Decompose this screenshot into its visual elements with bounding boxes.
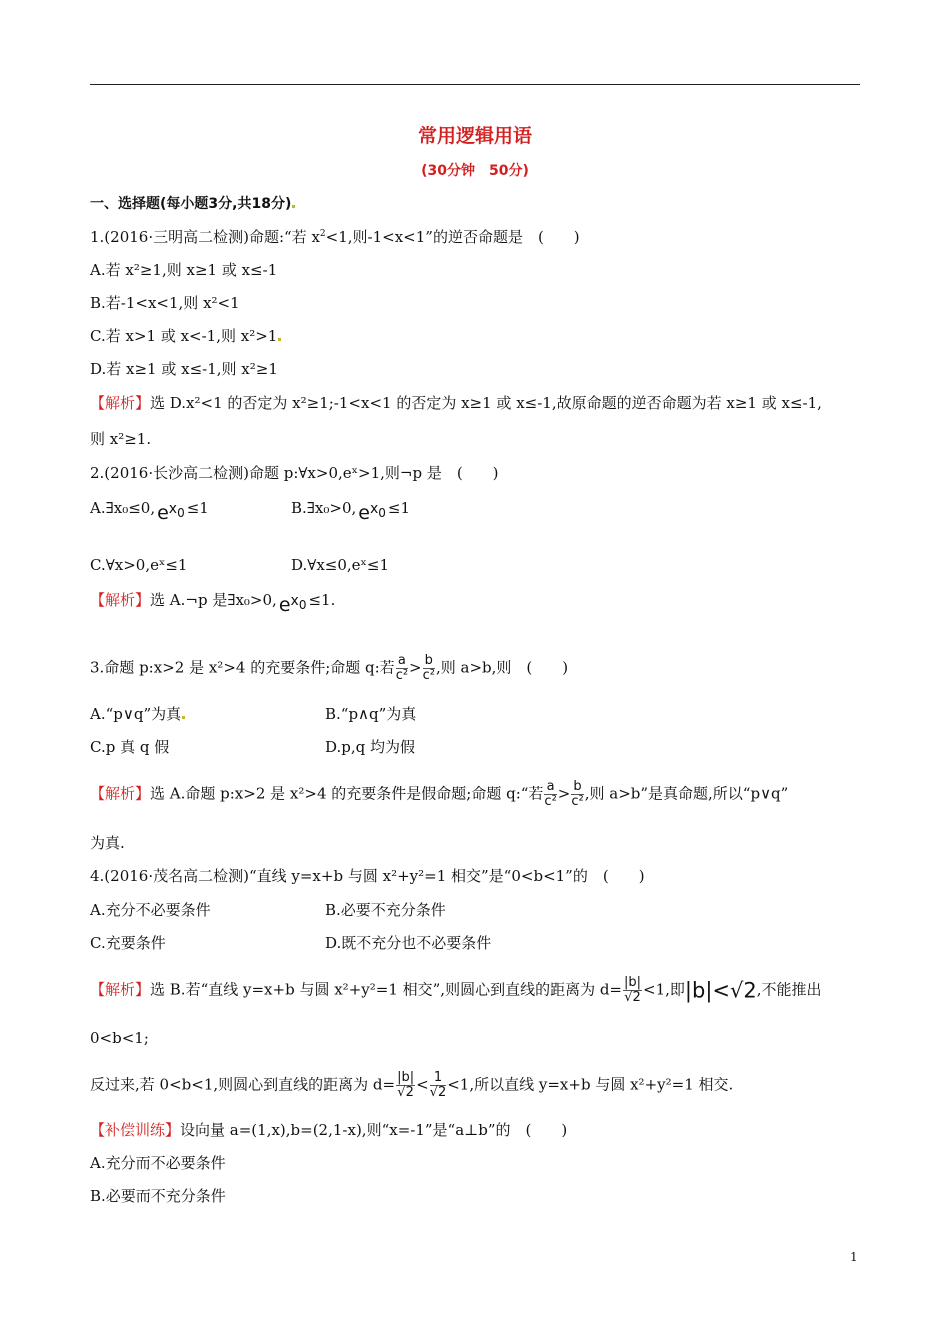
q4-option-d: D.既不充分也不必要条件 [325, 934, 492, 952]
analysis-tag: 【解析】 [90, 394, 151, 412]
page-title: 常用逻辑用语 [417, 125, 532, 147]
q3-option-d: D.p,q 均为假 [325, 738, 416, 756]
exp-e-x0: $e^x_0$ [157, 501, 185, 524]
q3-solution-cont: 为真. [90, 834, 125, 852]
q4-solution-converse: 反过来,若 0<b<1,则圆心到直线的距离为 d= $\frac{|b|}{√2}$ < $\frac{1}{√2}$ <1,所以直线 y=x+b 与圆 x²+y²=1 相交. [90, 1070, 734, 1100]
exp-e-x0: $e^x_0$ [278, 593, 307, 616]
q4-stem: 4.(2016·茂名高二检测)“直线 y=x+b 与圆 x²+y²=1 相交”是“0<b<1”的 ( ) [90, 867, 645, 885]
q2-option-d: D.∀x≤0,eˣ≤1 [291, 556, 389, 574]
q4-option-a: A.充分不必要条件 [90, 901, 211, 919]
analysis-tag: 【解析】 [90, 591, 151, 609]
fraction-absb-over-sqrt2: $\frac{|b|}{√2}$ [624, 975, 642, 1005]
q4-option-b: B.必要不充分条件 [325, 901, 446, 919]
q1-option-b: B.若-1<x<1,则 x²<1 [90, 294, 240, 312]
q4-solution: 【解析】选 B.若“直线 y=x+b 与圆 x²+y²=1 相交”,则圆心到直线的距离为 d= $\frac{|b|}{√2}$ <1,即|b|<√2,不能推出 [90, 975, 822, 1005]
q1-option-d: D.若 x≥1 或 x≤-1,则 x²≥1 [90, 360, 278, 378]
q4-option-c: C.充要条件 [90, 934, 166, 952]
exp-e-x0: $e^x_0$ [358, 501, 386, 524]
q1-option-c: C.若 x>1 或 x<-1,则 x²>1 [90, 326, 281, 346]
fraction-b-over-c2: $\frac{b}{\text{c²}}$ [422, 653, 435, 683]
q3-solution: 【解析】选 A.命题 p:x>2 是 x²>4 的充要条件是假命题;命题 q:“若 $\frac{a}{\text{c²}}$ > $\frac{b}{\text{c²}}$ ,则 a>b”是真命题,所以“p∨q” [90, 779, 789, 809]
q2-option-b: B.∃x₀>0, $e^x_0 \le 1$ [291, 499, 411, 524]
header-rule [90, 84, 860, 85]
section-heading: 一、选择题(每小题3分,共18分) [90, 194, 295, 214]
analysis-tag: 【解析】 [90, 980, 151, 999]
fraction-a-over-c2: $\frac{a}{\text{c²}}$ [544, 779, 557, 809]
q2-solution: 【解析】选 A.¬p 是∃x₀>0, $e^x_0 \le 1$. [90, 591, 336, 616]
extra-exercise-stem: 【补偿训练】设向量 a=(1,x),b=(2,1-x),则“x=-1”是“a⊥b”的 ( ) [90, 1121, 568, 1139]
q1-option-a: A.若 x²≥1,则 x≥1 或 x≤-1 [90, 261, 278, 279]
q1-stem: 1.(2016·三明高二检测)命题:“若 $x^2<1$,则-1<x<1”的逆否命题是 ( ) [90, 228, 580, 246]
q3-option-c: C.p 真 q 假 [90, 738, 170, 756]
q3-option-b: B.“p∧q”为真 [325, 705, 417, 723]
extra-exercise-tag: 【补偿训练】 [90, 1121, 181, 1139]
extra-option-a: A.充分而不必要条件 [90, 1154, 226, 1172]
fraction-a-over-c2: $\frac{a}{\text{c²}}$ [395, 653, 409, 683]
analysis-tag: 【解析】 [90, 784, 151, 803]
extra-option-b: B.必要而不充分条件 [90, 1187, 226, 1205]
fraction-1-over-sqrt2: $\frac{1}{√2}$ [429, 1070, 447, 1100]
q2-option-c: C.∀x>0,eˣ≤1 [90, 556, 188, 574]
q2-option-a: A.∃x₀≤0, $e^x_0 \le 1$ [90, 499, 209, 524]
q1-solution-cont: 则 x²≥1. [90, 430, 152, 448]
q3-option-a: A.“p∨q”为真 [90, 704, 185, 724]
page-subtitle: (30分钟 50分) [421, 163, 529, 179]
q4-solution-cont: 0<b<1; [90, 1029, 149, 1047]
fraction-b-over-c2: $\frac{b}{\text{c²}}$ [571, 779, 584, 809]
inequality-absb-sqrt2: |b|<√2 [684, 978, 757, 1003]
q3-stem: 3.命题 p:x>2 是 x²>4 的充要条件;命题 q:若 $\frac{a}{\text{c²}}$ > $\frac{b}{\text{c²}}$ ,则 a>b,则 ( ) [90, 653, 569, 683]
fraction-absb-over-sqrt2: $\frac{|b|}{√2}$ [397, 1070, 415, 1100]
page-number: 1 [850, 1250, 858, 1264]
q2-stem: 2.(2016·长沙高二检测)命题 p:∀x>0,eˣ>1,则¬p 是 ( ) [90, 464, 499, 482]
q1-solution: 【解析】选 D.x²<1 的否定为 x²≥1;-1<x<1 的否定为 x≥1 或 x≤-1,故原命题的逆否命题为若 x≥1 或 x≤-1, [90, 394, 822, 412]
